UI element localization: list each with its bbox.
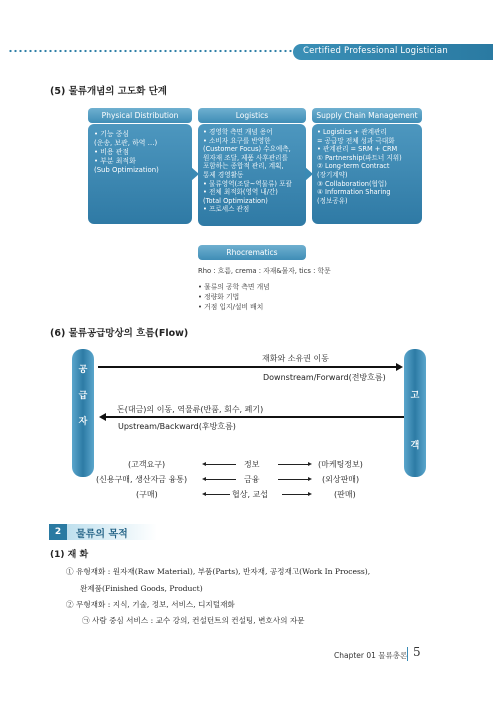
connector xyxy=(206,494,230,495)
pd-item: • 비용 관점 xyxy=(94,148,130,156)
arrow-left-icon xyxy=(99,413,106,421)
section5-title: (5) 물류개념의 고도화 단계 xyxy=(50,86,167,97)
footer-chapter: Chapter 01 물류총론 xyxy=(334,651,408,660)
box-physical-distribution-head: Physical Distribution xyxy=(88,108,192,123)
page-number: 5 xyxy=(413,645,421,659)
box-physical-distribution xyxy=(88,124,192,224)
body-line: ㉠ 사람 중심 서비스 : 교수 강의, 컨설턴트의 컨설팅, 변호사의 자문 xyxy=(82,616,305,625)
row-right: (마케팅정보) xyxy=(318,460,363,469)
rhocrematics-item: • 거점 입지/설비 배치 xyxy=(198,303,264,311)
rhocrematics-item: • 물류의 공학 측면 개념 xyxy=(198,283,270,291)
customer-char: 객 xyxy=(410,441,420,451)
rhocrematics-list xyxy=(198,282,270,312)
header-title: Certified Professional Logistician xyxy=(303,46,448,56)
logistics-item: • 물류영역(조달~역물류) 포괄 xyxy=(203,179,292,188)
row-right: (외상판매) xyxy=(322,475,360,484)
header-dots xyxy=(8,49,298,53)
row-mid: 협상, 교섭 xyxy=(232,490,268,499)
scm-item: • Logistics + 관계관리 = 공급망 전체 성과 극대화 xyxy=(317,128,395,145)
row-left: (신용구매, 생산자금 융통) xyxy=(96,475,188,484)
customer-char: 고 xyxy=(410,391,420,401)
scm-item: • 관계관리 = SRM + CRM xyxy=(317,145,398,154)
scm-item: ① Partnership(파트너 지위) xyxy=(317,153,402,162)
body-line: 완제품(Finished Goods, Product) xyxy=(80,584,203,593)
logistics-item: • 경영학 측면 개념 용어 xyxy=(203,128,273,136)
arrow-right-icon xyxy=(308,462,312,466)
customer-pillar xyxy=(404,349,426,477)
forward-line xyxy=(98,366,396,368)
rhocrematics-definition: Rho : 흐름, crema : 자재&물자, tics : 학문 xyxy=(198,267,331,275)
backward-sub: Upstream/Backward(후방흐름) xyxy=(118,422,236,431)
box-logistics xyxy=(198,124,306,226)
arrow-right-icon xyxy=(308,477,312,481)
supplier-char: 자 xyxy=(78,417,88,427)
body-line: ② 무형재화 : 지식, 기술, 정보, 서비스, 디지털재화 xyxy=(66,600,235,609)
connector xyxy=(278,479,308,480)
row-left: (고객요구) xyxy=(128,460,166,469)
supplier-char: 공 xyxy=(78,365,88,375)
connector xyxy=(278,464,308,465)
pd-item: • 기능 중심 (운송, 보관, 하역 …) xyxy=(94,130,158,147)
box-logistics-head: Logistics xyxy=(198,108,306,123)
row-left: (구매) xyxy=(136,490,158,499)
scm-item: ④ Information Sharing (정보공유) xyxy=(317,188,391,205)
forward-sub: Downstream/Forward(전방흐름) xyxy=(263,373,386,382)
arrow-right-icon xyxy=(308,492,312,496)
section6-title: (6) 물류공급망상의 흐름(Flow) xyxy=(50,328,189,339)
scm-item: ② Long-term Contract (장기계약) xyxy=(317,162,390,179)
row-mid: 금융 xyxy=(244,475,260,484)
row-right: (판매) xyxy=(334,490,356,499)
row-mid: 정보 xyxy=(244,460,260,469)
connector xyxy=(206,464,236,465)
arrow-right-icon xyxy=(396,363,403,371)
backward-label: 돈(대금)의 이동, 역물류(반품, 회수, 폐기) xyxy=(117,405,264,414)
scm-item: ③ Collaboration(협업) xyxy=(317,179,387,188)
pd-item: • 부분 최적화 (Sub Optimization) xyxy=(94,157,159,174)
logistics-item: • 소비자 요구를 반영한 (Customer Focus) 수요예측, 원자재 조달, 제품 사후관리를 포함하는 종합적 관리, 계획, 통제 경영활동 xyxy=(203,136,291,179)
box-scm-head: Supply Chain Management xyxy=(312,108,422,123)
forward-label: 재화와 소유권 이동 xyxy=(262,354,329,363)
supplier-char: 급 xyxy=(78,391,88,401)
box-scm xyxy=(312,124,422,224)
footer-divider xyxy=(407,647,408,661)
section2-sub1: (1) 재 화 xyxy=(50,550,89,560)
logistics-item: • 프로세스 관점 xyxy=(203,205,250,214)
section2-number: 2 xyxy=(49,524,67,540)
logistics-item: • 전체 최적화(영역 내/간) (Total Optimization) xyxy=(203,188,278,205)
connector xyxy=(206,479,236,480)
rhocrematics-head: Rhocrematics xyxy=(198,245,306,260)
body-line: ① 유형재화 : 원자재(Raw Material), 부품(Parts), 반자재, 공정재고(Work In Process), xyxy=(66,567,371,576)
section2-title: 물류의 목적 xyxy=(76,529,128,540)
connector xyxy=(282,494,308,495)
backward-line xyxy=(106,416,404,418)
rhocrematics-item: • 정량화 기법 xyxy=(198,293,240,301)
